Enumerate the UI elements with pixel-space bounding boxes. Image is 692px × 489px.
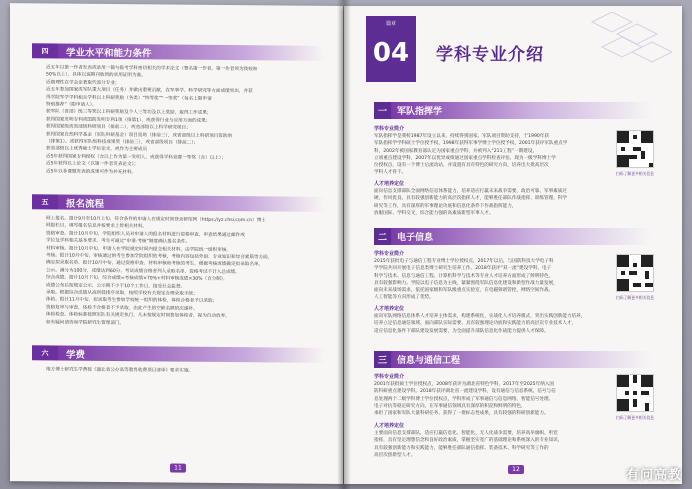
section-header <box>32 345 325 363</box>
body-line: 特别推荐”（限申请人）。 <box>46 102 97 108</box>
body-line: 考核。报计10月中旬，审核通过的考生参加学院组织的考核，考核内容包括外语、专业知识和综合素质等方面， <box>46 253 273 261</box>
section-body <box>46 366 325 376</box>
body-line: 面向未来战场需求，依托国家级和军队级重点实验室，在电磁频谱管控、网络空间作战、 <box>374 288 554 294</box>
body-line: 近5年获得国家专利授权（含以上作为第一发明人，或获得学科竞赛一等奖（含）以上）； <box>46 154 226 161</box>
body-line: 位授权点，设有一个博士后流动站，并设置有具有特色的研究方向，培养出大批高层次 <box>374 163 549 169</box>
body-line: 学位及学科相关基本要求，考生可通过“申请-考核”制度确认报名条件。 <box>46 238 191 245</box>
body-line: 硬、作风优良、具有较强创新能力的高层次指挥人才，能够胜任部队作战指挥、训练管理、科学 <box>374 196 567 202</box>
chapter-title: 学科专业介绍 <box>436 45 544 65</box>
body-line: 电子对抗等稳定研究方向，在军事通信领域具有深厚的积淀和鲜明的特色， <box>374 403 526 409</box>
section-number: 六 <box>32 345 58 360</box>
subject-number: 一 <box>374 102 391 119</box>
subject-title: 军队指挥学 <box>391 102 652 119</box>
book-fold <box>337 0 351 489</box>
body-line: 公示。满分为100分，成绩达到60分，考试成绩合格者列入录取名单，资格考试不计入总成绩。 <box>46 268 240 275</box>
intro-label: 学科专业简介 <box>374 251 405 257</box>
body-line: 具有较强创新能力和实践能力，能够胜任部队通信指挥、装备技术、科学研究等工作的 <box>374 445 549 451</box>
body-line: 地方博士研究生学费按《湖北省公办高等教育收费项目清单》要求实施。 <box>46 367 194 374</box>
section-title: 学业水平和能力条件 <box>58 44 325 61</box>
chapter-number: 04 <box>372 38 410 68</box>
body-line: 主要面向信息支撑部队，适应打赢信息化、智能化、无人化战争需要，培养高举旗帜、听党 <box>374 431 558 436</box>
qr-code-icon[interactable] <box>616 130 654 168</box>
body-line: 成绩公布后按规定公示，公示期不少于10个工作日，接受社会监督。 <box>46 283 186 290</box>
section-title: 报名流程 <box>58 195 325 212</box>
subject-header <box>374 351 652 368</box>
body-line: 确定拟录取名单。报计10月中旬，通过资格审查、材料审核和考核的考生，根据考核成绩确定拟录取名单， <box>46 260 264 268</box>
body-line: 获军队（省部）级三等奖以上科研奖励及个人三等功及以上奖励，取得工作成果； <box>46 109 212 117</box>
body-line: 近5年以非课题发表的成果可作为补充材料。 <box>46 169 137 175</box>
body-line: 研究等工作，具有深厚的军事理论功底和信息化条件下作战指挥能力， <box>374 203 517 209</box>
qr-code-icon[interactable] <box>616 374 654 412</box>
subject-intro <box>374 133 599 177</box>
body-line: 近期理性在学会论著取代部分专业； <box>46 80 120 86</box>
qr-caption: 扫码了解更多相关信息 <box>616 295 654 300</box>
body-line: 适应信息化条件下部队建设发展需要，为全面提升部队信息化作战能力提供人才保障。 <box>374 328 549 334</box>
talent-label: 人才培养定位 <box>374 181 405 187</box>
intro-label: 学科专业简介 <box>374 374 405 380</box>
body-line: （排第1）。或获得军队级科技成果奖（排前三），或省部级项目（排前二）； <box>46 139 199 146</box>
qr-caption: 扫码了解更多相关信息 <box>616 171 654 176</box>
body-line: 高层次创新型人才。 <box>374 452 416 458</box>
body-line: 科学与技术、信息与通信工程、计算机科学与技术等专业人才培养方面形成了鲜明特色， <box>374 273 554 279</box>
subject-intro <box>374 258 599 302</box>
body-line: 材料审核。报计10月中旬，申请人在学院规定时间内提交相关材料，由学院统一组织审核， <box>46 246 232 253</box>
subject-header <box>374 228 652 245</box>
body-line: 2015年获批电子与通信工程专业博士学位授权点，2017年以后，与国防科技大学电子科 <box>374 259 554 264</box>
right-page <box>344 6 682 484</box>
body-line: 网报栏目，填写报名信息并按要求上传相关材料。 <box>46 223 148 230</box>
subject-title: 信息与通信工程 <box>391 351 652 368</box>
subject-talent <box>374 188 654 217</box>
body-line: 人工智能等方向形成了优势。 <box>374 295 434 301</box>
chapter-badge <box>366 16 416 82</box>
section-body <box>46 215 325 329</box>
talent-label: 人才培养定位 <box>374 423 405 429</box>
body-line: 科，2002年被国家教育部认定为国家重点学科，并被列入“211工程”一期建设， <box>374 148 538 154</box>
watermark: 有问高教 <box>625 468 682 483</box>
body-line: 军队指挥学是我校1987年设立以来，持续得到国家、军队项目资助支持，于1990年获 <box>374 134 549 139</box>
qr-caption: 扫码了解更多相关信息 <box>616 415 654 420</box>
body-line: 近五年以第一作者发表或录用一篇与报考学科密切相关的学术论文（署名第一作者，第一作者须为我校和 <box>46 65 258 73</box>
section-number: 五 <box>32 194 58 209</box>
body-line: 指挥，具有坚定理想信念和良好政治素质，掌握坚实宽广的基础理论和系统深入的专业知识， <box>374 438 563 444</box>
subject-header <box>374 102 652 119</box>
section-body <box>46 64 325 178</box>
body-line: 息处理两个二级学科博士学位授权点，学科形成了军事通信与信息网络、智能信号处理、 <box>374 396 554 402</box>
body-line: 防科研重点建设学科。2018年获评湖北省一流建设学科，设有通信与信息系统、信号与信 <box>374 389 556 395</box>
section-title: 学费 <box>58 346 325 363</box>
subject-number: 二 <box>374 228 391 245</box>
body-line: 培养立足信息通信领域、面向部队实际需要、具有较强理论功底和实践能力的高层次专业技术人才， <box>374 321 577 327</box>
body-line: 学学院共同开展电子信息类博士研究生培养工作。2018年获评“双一流”建设学科，电子 <box>374 266 552 272</box>
section-number: 四 <box>32 43 58 58</box>
body-line: 获省部级以上优秀硕士学位论文，或作为主要成员 <box>46 146 148 153</box>
left-page <box>10 3 343 484</box>
decorative-pattern-icon <box>572 12 672 72</box>
body-line: 体检检查。体检标准按照军队有关规定执行，凡未按规定时间参加体检者，视为自动放弃。 <box>46 312 230 320</box>
page-number: 12 <box>508 465 524 474</box>
body-line: 录取。根据综合成绩从高到低排序录取，按照学校有关规定办理录取手续； <box>46 290 198 297</box>
body-line: 具有较强影响力。学院以电子信息为主线，紧紧围绕军队信息化建设和新型作战力量发展， <box>374 280 558 286</box>
body-line: 立项重点建设学科，2007年以优异成绩通过国家重点学科检查评估，现为一级学科博士学 <box>374 155 556 161</box>
body-line: 资格复审与审查，体检不合格者不予录取，由此产生的空缺名额依次递补。 <box>46 305 198 312</box>
body-line: 放眼国际、学科交叉，综合能力强的高素质新型军事人才。 <box>374 210 494 216</box>
body-line: 2001年获批硕士学位授权点，2008年获评为湖北省特色学科，2017年至2025年纳入国 <box>374 382 554 387</box>
body-line: 综合成绩。报计10月下旬，综合成绩=考核成绩×70%+材料审核成绩×30%（百分制）， <box>46 275 228 283</box>
body-line: 近5年获得以上论文（以第一作者发表论文）； <box>46 161 139 168</box>
page-number: 11 <box>170 463 186 472</box>
body-line: 承担了国家和军队大量科研任务，获得了一批标志性成果，具有较强的科研创新能力。 <box>374 411 549 417</box>
body-line: 近五年参加国家或军队重大项目（任务）并做出重要贡献，在军事学、科学研究等方面成绩突出，并获 <box>46 87 253 95</box>
subject-number: 三 <box>374 351 391 368</box>
body-line: 资格审查。报计10月中旬，学院组织人员对申请人的报名材料进行资格审查，审查结果通过邮件或 <box>46 231 245 238</box>
qr-code-icon[interactable] <box>616 254 654 292</box>
body-line: 50%以上），具体以该期刊收到的录用证明为准。 <box>46 72 146 79</box>
chapter-tag: 篇章 <box>385 21 396 27</box>
body-line: 学科人才骨干。 <box>374 170 407 176</box>
subject-talent <box>374 313 654 335</box>
subject-talent <box>374 430 654 459</box>
body-line: 军队指挥学学科硕士学位授予权，1998年获得军事学博士学位授予权，2001年获评军队重点学 <box>374 141 568 147</box>
body-line: 面向信息支撑部队全面网络信息体系能力，培养适应打赢未来战争需要，政治可靠、军事素质过 <box>374 189 567 194</box>
body-line: 获得国家发明专利或国防发明专利1项（排第1）、或获得行业与应用方面的成果； <box>46 117 211 124</box>
subject-intro <box>374 381 599 417</box>
talent-label: 人才培养定位 <box>374 306 405 312</box>
intro-label: 学科专业简介 <box>374 126 405 132</box>
body-line: 获得国家自然科学基金（军队科研基金）项目资助（排前三），或省部级以上科研项目资助的 <box>46 132 233 139</box>
body-line: 获得国家级或省部级科研项目（排前二），或省部级以上科学研究项目； <box>46 124 191 131</box>
body-line: 面向军队网络信息体系人才培养主体需求，构建系统化、实战化人才培养模式，突出实践创新能力培养， <box>374 314 586 319</box>
subject-title: 电子信息 <box>391 228 652 245</box>
section-header <box>32 43 325 61</box>
section-header <box>32 194 325 212</box>
body-line: 得学院军学学科相关学科以上科研奖励（各类）“特等奖”“一等奖”（每名上限申请 <box>46 95 212 102</box>
body-line: 体检。报计11月中旬，拟录取考生参加学校统一组织的体检，体检合格者予以录取； <box>46 297 218 305</box>
body-line: 网上报名。报计9月至10月上旬，符合条件的申请人在规定时间登录研招网（https://yz.chsi.com.cn）博士 <box>46 216 266 224</box>
body-line: 如有疑问请咨询学院研究生管理部门。 <box>46 320 125 326</box>
